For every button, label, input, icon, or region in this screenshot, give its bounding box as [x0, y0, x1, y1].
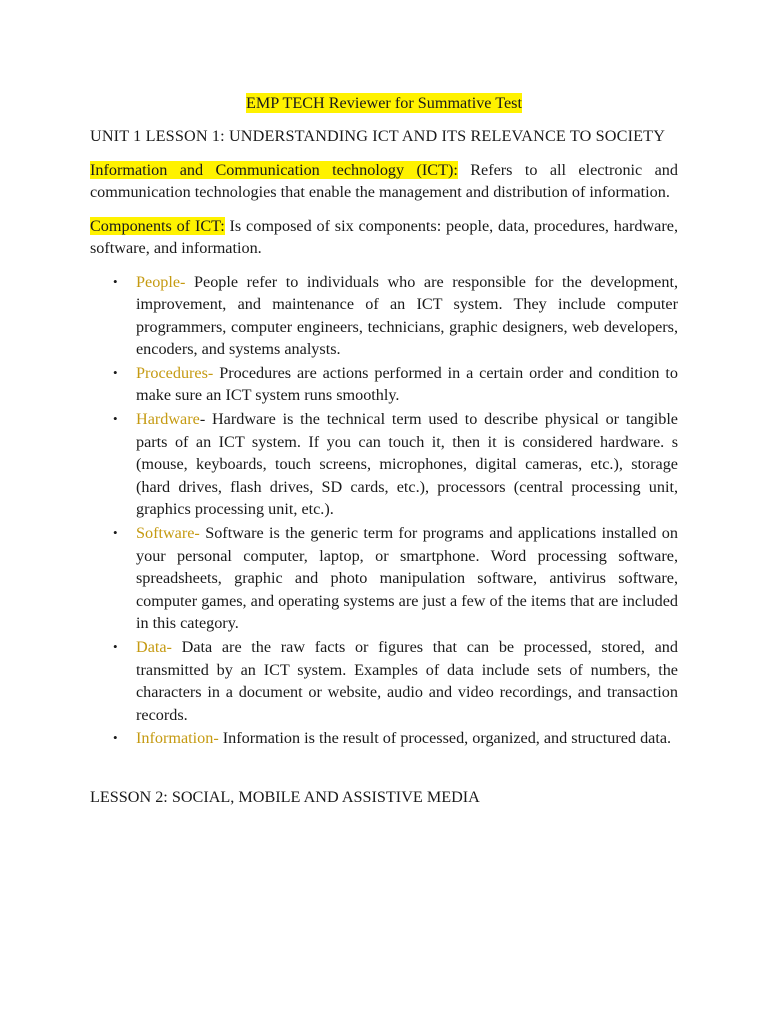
bullet-icon: • — [113, 364, 118, 380]
document-title-text: EMP TECH Reviewer for Summative Test — [246, 94, 522, 112]
bullet-icon: • — [113, 639, 118, 654]
ict-definition-term: Information and Communication technology (ICT): — [90, 160, 458, 179]
bullet-icon: • — [113, 730, 118, 746]
bullet-icon: • — [113, 411, 118, 427]
list-item-text: Software is the generic term for programs and applications installed on your personal computer, laptop, or smartphone. Word processing software, spreadsheets, graphic and photo manipulation software, antivirus software, computer games, and operating systems are just a few of the items that are included in this category. — [136, 524, 678, 633]
list-item-data — [90, 636, 678, 726]
list-item-term: Hardware — [136, 410, 200, 429]
bullet-icon: • — [113, 525, 118, 541]
list-item-people — [90, 271, 678, 361]
document-title — [90, 92, 678, 114]
list-item-text: Data are the raw facts or figures that can be processed, stored, and transmitted by an ICT system. Examples of data include sets of numbers, the characters in a document or website, audio and video recordings, and transaction records. — [136, 638, 678, 724]
lesson2-heading: LESSON 2: SOCIAL, MOBILE AND ASSISTIVE MEDIA — [90, 787, 480, 806]
components-list — [90, 271, 678, 750]
list-item-procedures — [90, 362, 678, 407]
list-item-text: People refer to individuals who are responsible for the development, improvement, and maintenance of an ICT system. They include computer programmers, computer engineers, technicians, graphic designers, web developers, encoders, and systems analysts. — [136, 272, 678, 359]
list-item-term: People- — [136, 272, 186, 291]
list-item-text: Procedures are actions performed in a certain order and condition to make sure an ICT system runs smoothly. — [136, 363, 678, 405]
list-item-text: Information is the result of processed, organized, and structured data. — [218, 729, 672, 748]
list-item-term: Procedures- — [136, 363, 214, 382]
ict-definition-text: Refers to all electronic and communication technologies that enable the management and distribution of information. — [90, 160, 678, 201]
list-item-term: Data- — [136, 638, 172, 656]
list-item-information — [90, 727, 678, 750]
components-paragraph — [90, 215, 678, 260]
bullet-icon: • — [113, 273, 118, 289]
list-item-software — [90, 522, 678, 635]
list-item-term: Information- — [136, 729, 219, 748]
components-text: Is composed of six components: people, data, procedures, hardware, software, and information. — [90, 216, 678, 257]
ict-definition-paragraph — [90, 159, 678, 204]
list-item-text: - Hardware is the technical term used to describe physical or tangible parts of an ICT system. If you can touch it, then it is considered hardware. s (mouse, keyboards, touch screens, microphones, digital cameras, etc.), storage (hard drives, flash drives, SD cards, etc.), processors (central processing unit, graphics processing unit, etc.). — [136, 410, 678, 519]
list-item-hardware — [90, 408, 678, 521]
unit-heading: UNIT 1 LESSON 1: UNDERSTANDING ICT AND ITS RELEVANCE TO SOCIETY — [90, 127, 666, 145]
document-page — [90, 92, 678, 808]
list-item-term: Software- — [136, 524, 200, 543]
components-term: Components of ICT: — [90, 216, 225, 235]
